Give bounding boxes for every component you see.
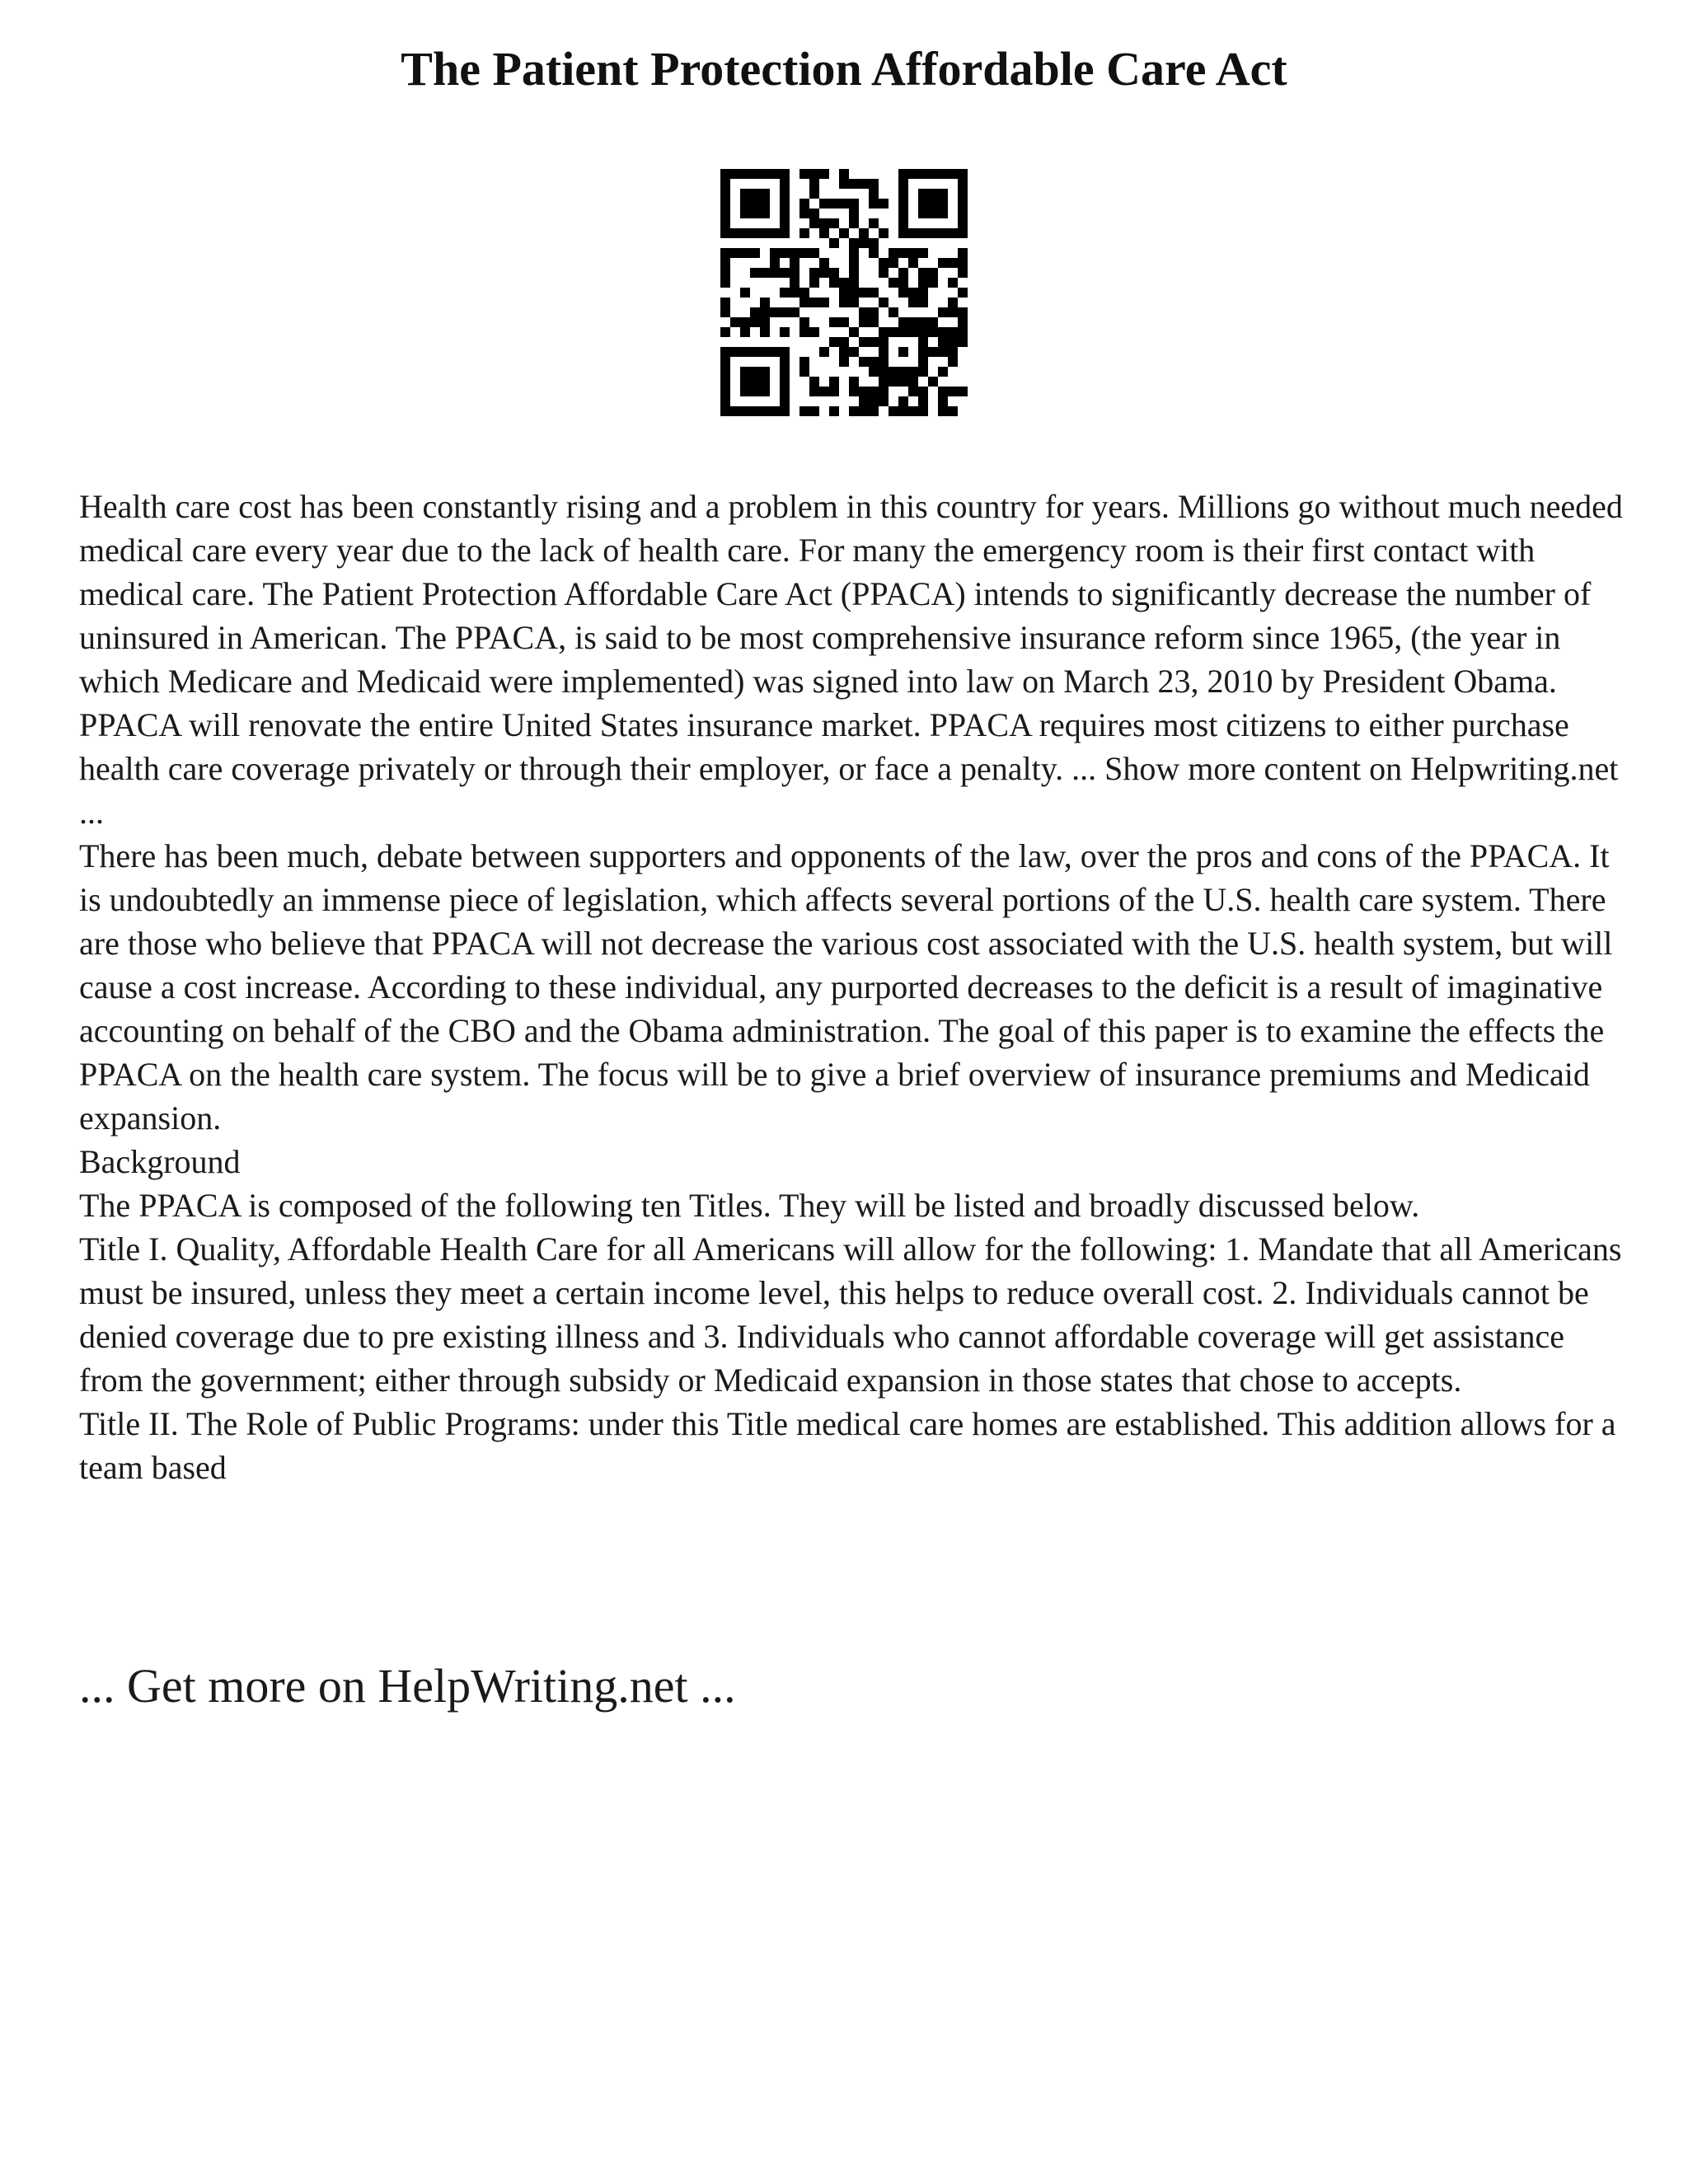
- document-body: [79, 485, 1629, 1489]
- paragraph-titles-overview: The PPACA is composed of the following ten Titles. They will be listed and broadly discussed below.: [79, 1187, 1420, 1224]
- qr-code-icon: [720, 169, 968, 416]
- paragraph-debate: There has been much, debate between supporters and opponents of the law, over the pros and cons of the PPACA. It is undoubtedly an immense piece of legislation, which affects several portions of the U.S. health care system. There are those who believe that PPACA will not decrease the various cost associated with the U.S. health system, but will cause a cost increase. According to these individual, any purported decreases to the deficit is a result of imaginative accounting on behalf of the CBO and the Obama administration. The goal of this paper is to examine the effects the PPACA on the health care system. The focus will be to give a brief overview of insurance premiums and Medicaid expansion.: [79, 837, 1613, 1137]
- paragraph-intro: Health care cost has been constantly rising and a problem in this country for years. Millions go without much needed medical care every year due to the lack of health care. For many the emergency room is their first contact with medical care. The Patient Protection Affordable Care Act (PPACA) intends to significantly decrease the number of uninsured in American. The PPACA, is said to be most comprehensive insurance reform since 1965, (the year in which Medicare and Medicaid were implemented) was signed into law on March 23, 2010 by President Obama. PPACA will renovate the entire United States insurance market. PPACA requires most citizens to either purchase health care coverage privately or through their employer, or face a penalty. ... Show more content on Helpwriting.net ...: [79, 488, 1623, 831]
- section-heading-background: Background: [79, 1143, 241, 1180]
- get-more-link[interactable]: ... Get more on HelpWriting.net ...: [79, 1659, 736, 1713]
- document-title: The Patient Protection Affordable Care Act: [401, 42, 1287, 96]
- paragraph-title-two: Title II. The Role of Public Programs: under this Title medical care homes are established. This addition allows for a team based: [79, 1405, 1616, 1486]
- paragraph-title-one: Title I. Quality, Affordable Health Care for all Americans will allow for the following: 1. Mandate that all Americans must be insured, unless they meet a certain income level, this helps to reduce overall cost. 2. Individuals cannot be denied coverage due to pre existing illness and 3. Individuals who cannot affordable coverage will get assistance from the government; either through subsidy or Medicaid expansion in those states that chose to accepts.: [79, 1230, 1622, 1399]
